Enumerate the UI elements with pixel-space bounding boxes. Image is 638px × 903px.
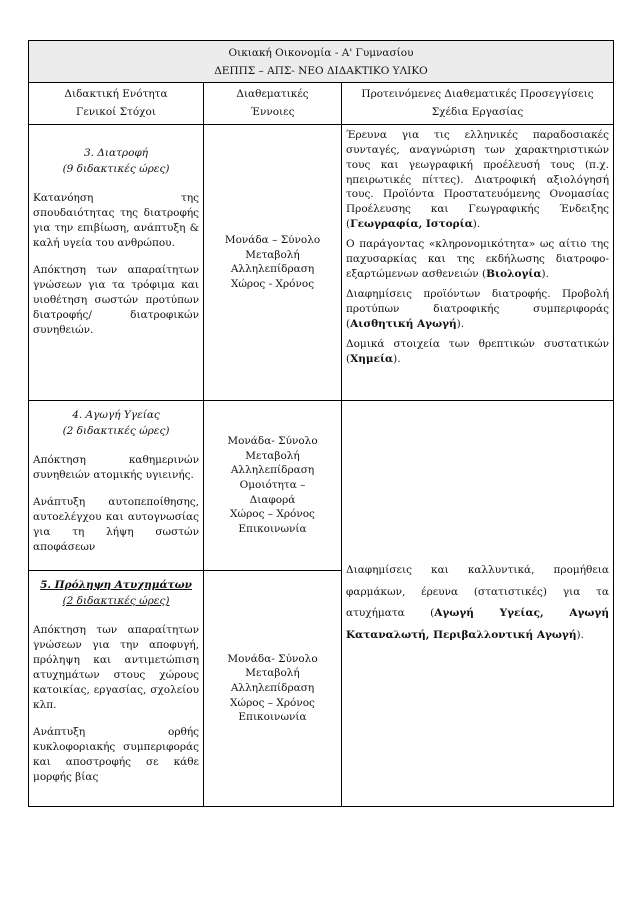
- unit-3-hours: (9 διδακτικές ώρες): [62, 163, 170, 176]
- approach-text: Δομικά στοιχεία των θρεπτικών συστατικών (: [346, 337, 609, 365]
- unit-4-hours: (2 διδακτικές ώρες): [62, 425, 170, 438]
- unit-5-goal-2: Ανάπτυξη ορθής κυκλοφοριακής συμπεριφοράς και αποστροφής σε κάθε μορφής βίας: [33, 725, 199, 783]
- subject-label: Αισθητική Αγωγή: [350, 317, 457, 330]
- concept-item: Μεταβολή: [245, 449, 300, 462]
- document-title: Οικιακή Οικονομία - Α' Γυμνασίου: [228, 47, 414, 59]
- concept-item: Χώρος – Χρόνος: [230, 508, 315, 521]
- approach-paragraph-3: [346, 287, 609, 332]
- approach-paragraph-1: [346, 128, 609, 232]
- column-header-concepts-line1: Διαθεματικές: [236, 87, 309, 100]
- concept-item: Μεταβολή: [245, 667, 300, 680]
- document-subtitle: ΔΕΠΠΣ – ΑΠΣ- ΝΕΟ ΔΙΔΑΚΤΙΚΟ ΥΛΙΚΟ: [214, 65, 428, 78]
- concept-item: Χώρος – Χρόνος: [230, 696, 315, 709]
- concept-item: Μεταβολή: [245, 248, 300, 261]
- unit-4-goal-1: Απόκτηση καθημερινών συνηθειών ατομικής υγιεινής.: [33, 454, 199, 482]
- concept-item: Αλληλεπίδραση: [230, 263, 315, 276]
- column-header-unit: [29, 82, 204, 124]
- column-header-concepts: [204, 82, 342, 124]
- unit-3-cell: [29, 124, 204, 400]
- approach-paragraph-4: [346, 337, 609, 367]
- table-header-row: [29, 41, 614, 83]
- unit-5-title: 5. Πρόληψη Ατυχημάτων: [40, 578, 192, 591]
- unit-3-concepts-cell: [204, 124, 342, 400]
- curriculum-document: [28, 40, 613, 807]
- subject-label: Γεωγραφία, Ιστορία: [350, 218, 473, 231]
- concept-item: Επικοινωνία: [238, 523, 307, 536]
- unit-5-concepts-cell: [204, 570, 342, 806]
- unit-5-goal-1: Απόκτηση των απαραίτητων γνώσεων για την αποφυγή, πρόληψη και αντιμετώπιση ατυχημάτων στους χώρους κατοικίας, εργασίας, σχολείου κλπ.: [33, 624, 199, 711]
- unit-4-goal-2: Ανάπτυξη αυτοπεποίθησης, αυτοελέγχου και αυτογνωσίας για τη λήψη σωστών αποφάσεων: [33, 496, 199, 553]
- table-row-unit-3: [29, 124, 614, 400]
- concept-item: Ομοιότητα –: [239, 479, 306, 491]
- approach-text: Έρευνα για τις ελληνικές παραδοσιακές συνταγές, αναγνώριση των χαρακτηριστικών τους και γεωγραφική προέλευσή τους (π.χ. ηπειρωτικές πίττες). Διατροφική αξιολόγησή τους. Προϊόντα Προστατευόμενης Ονομασίας Προέλευσης και Γεωγραφικής Ένδειξης (: [346, 128, 609, 231]
- approach-text: Διαφημίσεις προϊόντων διατροφής. Προβολή προτύπων διατροφικής συμπεριφοράς (: [346, 287, 609, 330]
- unit-3-goal-1: Κατανόηση της σπουδαιότητας της διατροφής για την επιβίωση, ανάπτυξη & καλή υγεία του ανθρώπου.: [33, 192, 199, 250]
- unit-4-cell: [29, 400, 204, 570]
- unit-5-hours: (2 διδακτικές ώρες): [62, 595, 170, 608]
- subject-label: Βιολογία: [486, 268, 542, 280]
- concept-item: Διαφορά: [249, 493, 296, 506]
- column-header-approaches-line1: Προτεινόμενες Διαθεματικές Προσεγγίσεις: [361, 87, 594, 100]
- column-headers-row: [29, 82, 614, 124]
- curriculum-table: [28, 40, 614, 807]
- unit-5-cell: [29, 570, 204, 806]
- column-header-unit-line2: Γενικοί Στόχοι: [76, 105, 156, 118]
- unit-3-title: 3. Διατροφή: [83, 146, 149, 159]
- concept-item: Αλληλεπίδραση: [230, 464, 315, 477]
- concept-item: Μονάδα- Σύνολο: [227, 434, 318, 447]
- concept-item: Αλληλεπίδραση: [230, 682, 315, 694]
- approach-text: Διαφημίσεις και καλλυντικά, προμήθεια φαρμάκων, έρευνα (στατιστικές) για τα ατυχήματα (: [346, 564, 609, 620]
- approach-end: ).: [541, 268, 549, 280]
- subject-label: Χημεία: [350, 352, 394, 365]
- units-4-5-approaches-cell: [342, 400, 614, 806]
- column-header-approaches-line2: Σχέδια Εργασίας: [431, 105, 524, 118]
- concept-item: Επικοινωνία: [238, 711, 307, 724]
- approach-end: ).: [456, 317, 465, 330]
- column-header-approaches: [342, 82, 614, 124]
- unit-4-concepts-cell: [204, 400, 342, 570]
- unit-3-approaches-cell: [342, 124, 614, 400]
- unit-4-title: 4. Αγωγή Υγείας: [72, 408, 160, 421]
- column-header-concepts-line2: Έννοιες: [250, 105, 295, 118]
- table-title-cell: [29, 41, 614, 83]
- concept-item: Μονάδα – Σύνολο: [224, 233, 321, 246]
- subject-label: Αγωγή Υγείας, Αγωγή Καταναλωτή, Περιβαλλοντική Αγωγή: [346, 607, 609, 641]
- approach-end: ).: [576, 628, 584, 641]
- concept-item: Μονάδα- Σύνολο: [227, 652, 318, 665]
- unit-3-goal-2: Απόκτηση των απαραίτητων γνώσεων για τα τρόφιμα και υιοθέτηση σωστών προτύπων διατροφής/ διατροφικών συνηθειών.: [33, 264, 199, 336]
- approach-end: ).: [472, 218, 481, 231]
- concept-item: Χώρος - Χρόνος: [230, 278, 315, 291]
- approach-end: ).: [393, 352, 401, 365]
- approach-text: Ο παράγοντας «κληρονομικότητα» ως αίτιο της παχυσαρκίας και της εκδήλωσης διατροφο-εξαρτώμενων ασθενειών (: [346, 238, 609, 280]
- column-header-unit-line1: Διδακτική Ενότητα: [64, 87, 168, 100]
- approach-paragraph-2: [346, 237, 609, 282]
- table-row-unit-4: [29, 400, 614, 570]
